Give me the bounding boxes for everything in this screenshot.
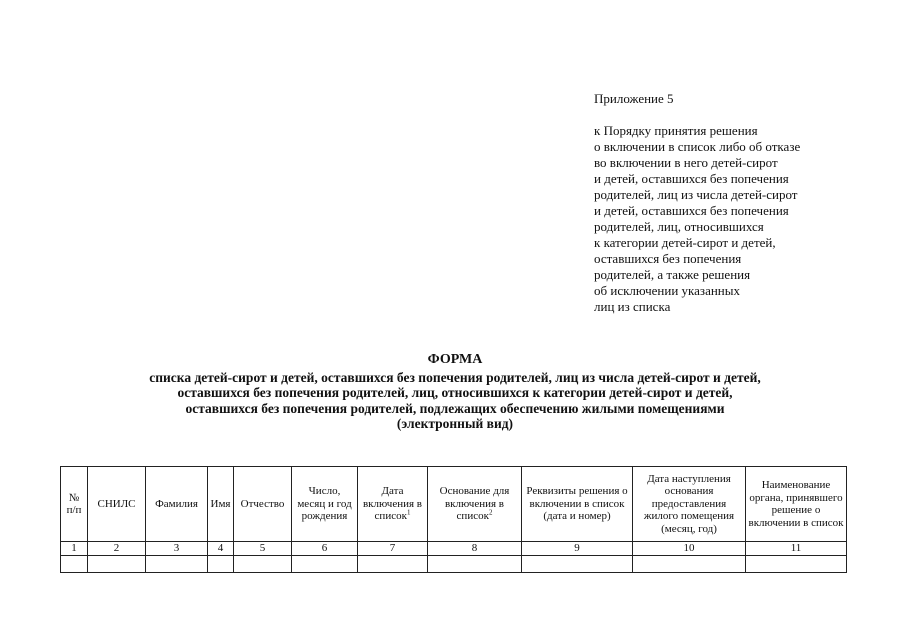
form-title: ФОРМА — [427, 352, 483, 367]
appendix-line: родителей, а также решения — [594, 267, 751, 282]
empty-cell[interactable] — [292, 556, 358, 573]
table-empty-row — [61, 556, 847, 573]
empty-cell[interactable] — [522, 556, 633, 573]
header-cell — [358, 467, 428, 542]
header-cell — [746, 467, 847, 542]
appendix-line: во включении в него детей-сирот — [594, 155, 778, 170]
empty-cell[interactable] — [358, 556, 428, 573]
appendix-line: и детей, оставшихся без попечения — [594, 203, 789, 218]
appendix-block — [594, 91, 800, 315]
header-cell — [88, 467, 146, 542]
header-text: Фамилия — [155, 497, 198, 510]
form-title-block — [60, 352, 850, 432]
column-number-cell: 5 — [234, 542, 292, 556]
header-text: СНИЛС — [97, 497, 136, 510]
appendix-line: родителей, лиц, относившихся — [594, 219, 764, 234]
table-header-row — [61, 467, 847, 542]
header-text: Имя — [210, 497, 231, 510]
appendix-line: о включении в список либо об отказе — [594, 139, 801, 154]
header-cell — [428, 467, 522, 542]
appendix-line: об исключении указанных — [594, 283, 740, 298]
empty-cell[interactable] — [746, 556, 847, 573]
column-number-cell: 6 — [292, 542, 358, 556]
header-text: Наименование органа, принявшего решение о включении в список — [748, 479, 844, 529]
footnote-mark: 1 — [406, 508, 411, 517]
header-cell — [234, 467, 292, 542]
form-subtitle — [60, 370, 850, 432]
column-number-cell: 2 — [88, 542, 146, 556]
column-number-cell: 7 — [358, 542, 428, 556]
empty-cell[interactable] — [88, 556, 146, 573]
empty-cell[interactable] — [208, 556, 234, 573]
header-text: Отчество — [240, 497, 285, 510]
empty-cell[interactable] — [633, 556, 746, 573]
column-number-cell: 4 — [208, 542, 234, 556]
appendix-line: к категории детей-сирот и детей, — [594, 235, 776, 250]
form-subtitle-line: оставшихся без попечения родителей, подлежащих обеспечению жилыми помещениями — [185, 400, 725, 416]
appendix-line: лиц из списка — [594, 299, 671, 314]
header-cell — [633, 467, 746, 542]
header-cell — [146, 467, 208, 542]
header-text: Число, месяц и год рождения — [297, 485, 352, 523]
empty-cell[interactable] — [61, 556, 88, 573]
header-cell — [61, 467, 88, 542]
column-number-cell: 10 — [633, 542, 746, 556]
column-number-cell: 9 — [522, 542, 633, 556]
header-text: Реквизиты решения о включении в список (дата и номер) — [526, 485, 628, 523]
empty-cell[interactable] — [428, 556, 522, 573]
appendix-text — [594, 123, 800, 315]
form-subtitle-line: оставшихся без попечения родителей, лиц, относившихся к категории детей-сирот и детей, — [177, 385, 733, 400]
appendix-line: к Порядку принятия решения — [594, 123, 758, 138]
header-text: Дата включения в список — [362, 485, 423, 523]
column-number-cell: 11 — [746, 542, 847, 556]
appendix-line: родителей, лиц из числа детей-сирот — [594, 187, 798, 202]
header-text: Основание для включения в список — [439, 485, 510, 523]
form-table — [60, 466, 847, 573]
header-text: № п/п — [66, 491, 82, 516]
empty-cell[interactable] — [234, 556, 292, 573]
appendix-line: и детей, оставшихся без попечения — [594, 171, 789, 186]
form-subtitle-line: (электронный вид) — [396, 416, 514, 431]
column-number-cell: 1 — [61, 542, 88, 556]
column-number-cell: 3 — [146, 542, 208, 556]
appendix-line: оставшихся без попечения — [594, 251, 742, 266]
table-number-row — [61, 542, 847, 556]
header-cell — [522, 467, 633, 542]
form-subtitle-line: списка детей-сирот и детей, оставшихся без попечения родителей, лиц из числа детей-сирот и детей, — [149, 369, 761, 385]
header-cell — [292, 467, 358, 542]
header-cell — [208, 467, 234, 542]
header-text: Дата наступления основания предоставления жилого помещения (месяц, год) — [643, 472, 735, 535]
footnote-mark: 2 — [488, 508, 493, 517]
column-number-cell: 8 — [428, 542, 522, 556]
empty-cell[interactable] — [146, 556, 208, 573]
appendix-title: Приложение 5 — [594, 91, 674, 106]
